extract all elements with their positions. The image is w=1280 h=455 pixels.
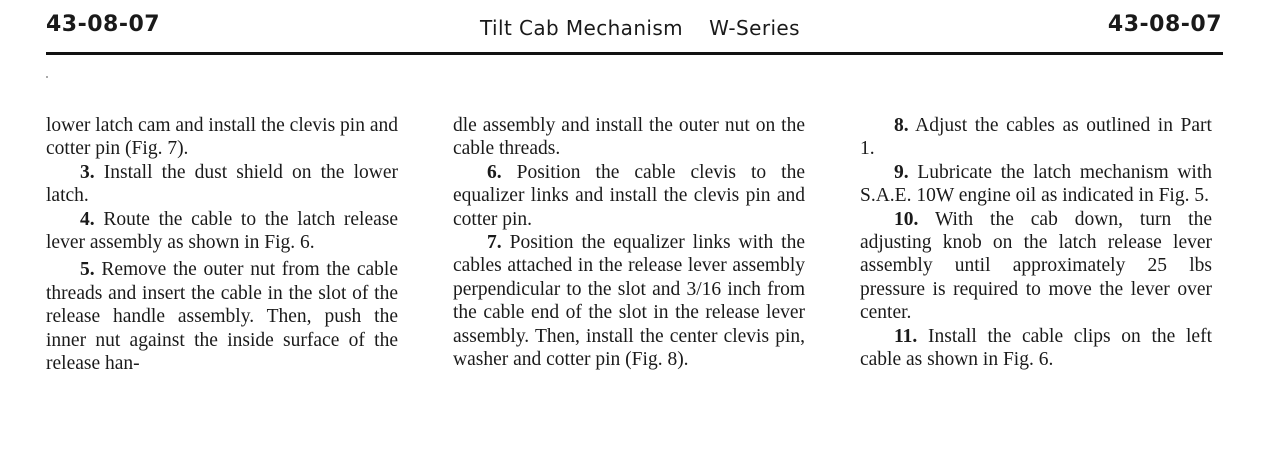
step-number: 10. xyxy=(894,208,919,230)
step-text: Install the cable clips on the left cable as shown in Fig. 6. xyxy=(860,325,1212,371)
step-number: 7. xyxy=(487,232,502,254)
step-number: 3. xyxy=(80,161,95,183)
step-6 xyxy=(453,161,805,231)
step-number: 8. xyxy=(894,115,909,136)
paragraph-continued: dle assembly and install the outer nut on the cable threads. xyxy=(453,115,805,160)
step-8 xyxy=(860,114,1212,161)
text-column-3 xyxy=(860,114,1212,371)
step-text: Route the cable to the latch release lever assembly as shown in Fig. 6. xyxy=(46,208,399,254)
title-text: Tilt Cab Mechanism xyxy=(480,16,684,40)
step-text: Position the equalizer links with the cables attached in the release lever assembly perpendicular to the slot and 3/16 inch from the cable end of the slot in the release lever assembly. Then, install the center clevis pin, washer and cotter pin (Fig. 8). xyxy=(453,232,806,371)
text-column-1 xyxy=(46,114,398,375)
step-text: Lubricate the latch mechanism with S.A.E. 10W engine oil as indicated in Fig. 5. xyxy=(860,161,1213,207)
section-number-left: 43-08-07 xyxy=(46,12,161,37)
step-text: Install the dust shield on the lower latch. xyxy=(46,161,399,207)
header-rule xyxy=(46,52,1223,55)
series-text: W-Series xyxy=(709,16,800,40)
step-3 xyxy=(46,161,398,208)
step-10 xyxy=(860,208,1212,325)
page-header xyxy=(0,0,1280,56)
step-number: 4. xyxy=(80,208,95,230)
step-number: 6. xyxy=(487,161,502,183)
step-number: 5. xyxy=(80,259,95,281)
step-text: Adjust the cables as outlined in Part 1. xyxy=(860,115,1212,160)
paragraph-continued: lower latch cam and install the clevis pin and cotter pin (Fig. 7). xyxy=(46,115,398,160)
step-7 xyxy=(453,231,805,371)
section-number-right: 43-08-07 xyxy=(1107,12,1222,37)
text-column-2 xyxy=(453,114,805,371)
step-text: Position the cable clevis to the equalizer links and install the clevis pin and cotter pin. xyxy=(453,161,805,230)
step-number: 11. xyxy=(894,325,918,347)
page-title xyxy=(0,16,1280,40)
scan-mark xyxy=(46,76,48,78)
step-text: Remove the outer nut from the cable threads and insert the cable in the slot of the release handle assembly. Then, push the inner nut against the inside surface of the release han- xyxy=(46,259,399,375)
step-5 xyxy=(46,258,398,375)
step-text: With the cab down, turn the adjusting knob on the latch release lever assembly until approximately 25 lbs pressure is required to move the lever over center. xyxy=(860,208,1212,324)
step-11 xyxy=(860,325,1212,372)
step-number: 9. xyxy=(894,161,909,183)
step-4 xyxy=(46,208,398,255)
step-9 xyxy=(860,161,1212,208)
